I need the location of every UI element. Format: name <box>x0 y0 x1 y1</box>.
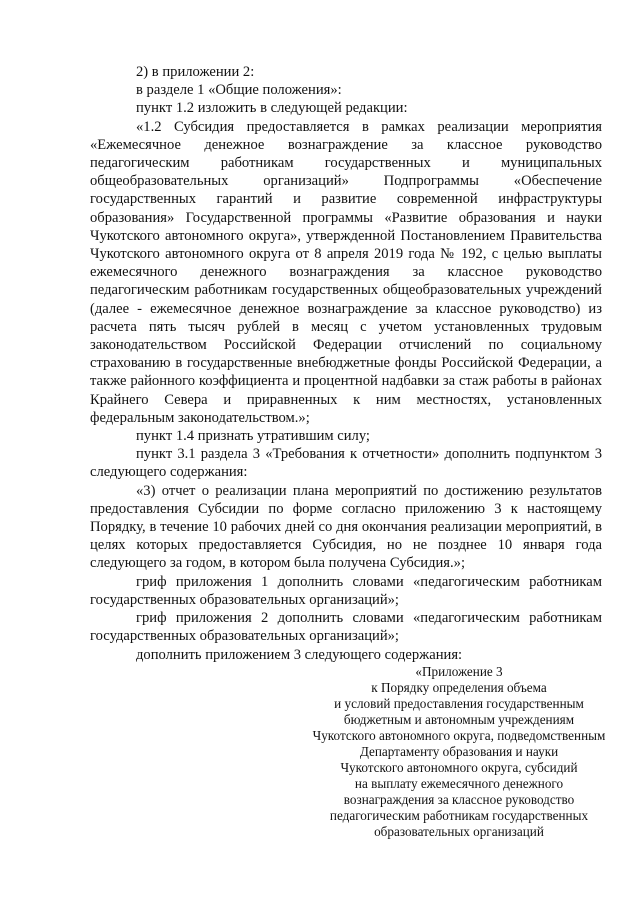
paragraph-stamp-appendix-2: гриф приложения 2 дополнить словами «педагогическим работникам государственных образовательных организаций»; <box>90 610 602 645</box>
appendix-line: и условий предоставления государственным <box>334 696 584 711</box>
paragraph-section-1: в разделе 1 «Общие положения»: <box>136 82 342 99</box>
appendix-line: бюджетным и автономным учреждениям <box>343 712 575 727</box>
appendix-line: педагогическим работникам государственных <box>329 808 589 823</box>
appendix-line: на выплату ежемесячного денежного <box>354 776 564 791</box>
paragraph-subpoint-3: «3) отчет о реализации плана мероприятий по достижению результатов предоставления Субсидии по форме согласно приложению 3 к настоящему Порядку, в течение 10 рабочих дней со дня окончания реализации мероприятий, в целях которых предоставляется Субсидия, но не позднее 10 января года следующего за годом, в котором была получена Субсидия.»; <box>90 482 602 572</box>
paragraph-point-3-1: пункт 3.1 раздела 3 «Требования к отчетности» дополнить подпунктом 3 следующего содержания: <box>90 446 602 481</box>
document-body <box>90 63 602 664</box>
appendix-line: Департаменту образования и науки <box>359 744 559 759</box>
paragraph-point-1-4: пункт 1.4 признать утратившим силу; <box>136 428 370 445</box>
paragraph-point-1-2-intro: пункт 1.2 изложить в следующей редакции: <box>136 100 408 117</box>
paragraph-add-appendix-3: дополнить приложением 3 следующего содержания: <box>136 646 463 663</box>
appendix-3-header <box>296 664 622 840</box>
appendix-line: «Приложение 3 <box>415 664 503 679</box>
appendix-line: Чукотского автономного округа, субсидий <box>340 760 578 775</box>
appendix-line: к Порядку определения объема <box>371 680 547 695</box>
paragraph-stamp-appendix-1: гриф приложения 1 дополнить словами «педагогическим работникам государственных образовательных организаций»; <box>90 573 602 608</box>
appendix-line: образовательных организаций <box>374 824 544 839</box>
paragraph-point-1-2-text: «1.2 Субсидия предоставляется в рамках реализации мероприятия «Ежемесячное денежное вознаграждение за классное руководство педагогическим работникам государственных и муниципальных общеобразовательных организаций» Подпрограммы «Обеспечение государственных гарантий и развитие современной инфраструктуры образования» Государственной программы «Развитие образования и науки Чукотского автономного округа», утвержденной Постановлением Правительства Чукотского автономного округа от 8 апреля 2019 года № 192, с целью выплаты ежемесячного денежного вознаграждения за классное руководство педагогическим работникам государственных общеобразовательных учреждений (далее - ежемесячное денежное вознаграждение за классное руководство) из расчета пять тысяч рублей в месяц с учетом установленных трудовым законодательством Российской Федерации отчислений по социальному страхованию в государственные внебюджетные фонды Российской Федерации, а также районного коэффициента и процентной надбавки за стаж работы в районах Крайнего Севера и приравненных к ним местностях, установленных федеральным законодательством.»; <box>90 118 602 426</box>
appendix-line: вознаграждения за классное руководство <box>343 792 575 807</box>
paragraph-appendix-2-intro: 2) в приложении 2: <box>136 64 255 80</box>
appendix-line: Чукотского автономного округа, подведомственным <box>312 728 606 743</box>
